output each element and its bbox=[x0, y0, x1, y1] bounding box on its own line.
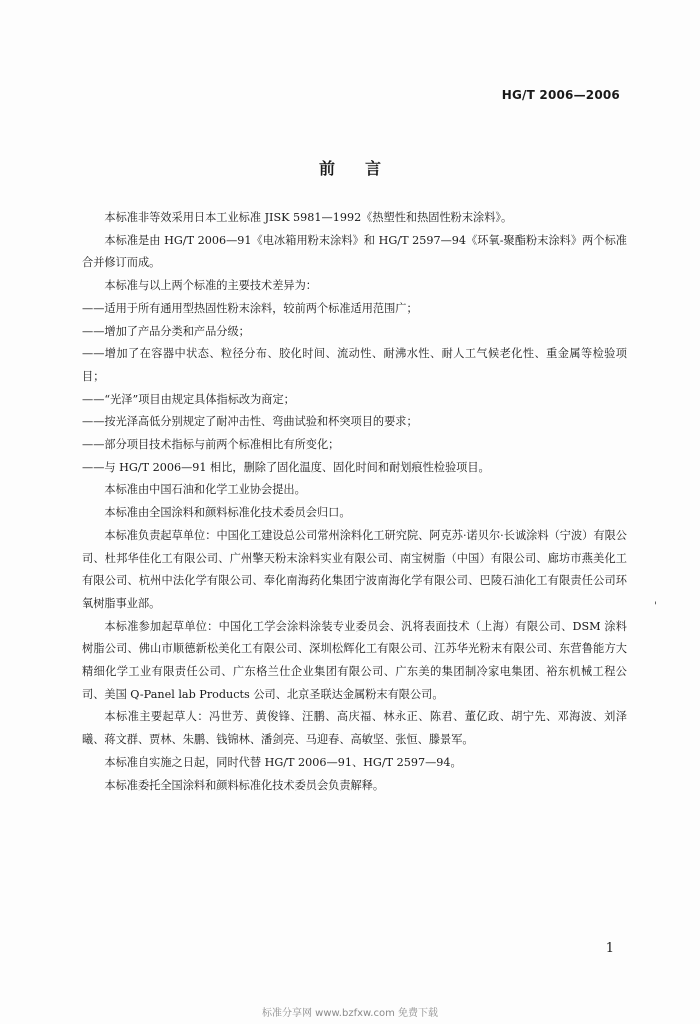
list-item: ——与 HG/T 2006—91 相比，删除了固化温度、固化时间和耐划痕性检验项目。 bbox=[82, 460, 490, 474]
paragraph: 本标准是由 HG/T 2006—91《电冰箱用粉末涂料》和 HG/T 2597—94《环氧-聚酯粉末涂料》两个标准合并修订而成。 bbox=[82, 233, 627, 270]
paragraph: 本标准非等效采用日本工业标准 JISK 5981—1992《热塑性和热固性粉末涂料》。 bbox=[104, 211, 513, 224]
list-item: ——适用于所有通用型热固性粉末涂料，较前两个标准适用范围广； bbox=[82, 301, 418, 315]
paragraph: 本标准主要起草人：冯世芳、黄俊锋、汪鹏、高庆福、林永正、陈君、董亿政、胡宁先、邓海波、刘泽曦、蒋文群、贾林、朱鹏、钱锦林、潘剑亮、马迎春、高敏坚、张恒、滕景军。 bbox=[82, 710, 627, 747]
list-item: ——增加了在容器中状态、粒径分布、胶化时间、流动性、耐沸水性、耐人工气候老化性、重金属等检验项目； bbox=[82, 347, 627, 383]
paragraph: 本标准由中国石油和化学工业协会提出。 bbox=[104, 483, 306, 497]
page-number: 1 bbox=[605, 941, 614, 956]
paragraph: 本标准参加起草单位：中国化工学会涂料涂装专业委员会、汎将表面技术（上海）有限公司、DSM 涂料树脂公司、佛山市顺德新松美化工有限公司、深圳松辉化工有限公司、江苏华光粉末有限公司、东营鲁能方大精细化学工业有限责任公司、广东格兰仕企业集团有限公司、广东美的集团制冷家电集团、裕东机械工程公司、美国 Q-Panel lab Products 公司、北京圣联达金属粉末有限公司。 bbox=[82, 619, 627, 701]
scan-mark: ' bbox=[654, 601, 657, 612]
foreword-body bbox=[82, 207, 627, 797]
paragraph: 本标准委托全国涂料和颜料标准化技术委员会负责解释。 bbox=[104, 778, 385, 792]
list-item: ——增加了产品分类和产品分级； bbox=[82, 324, 250, 338]
list-item: ——按光泽高低分别规定了耐冲击性、弯曲试验和杯突项目的要求； bbox=[82, 415, 418, 429]
list-item: ——部分项目技术指标与前两个标准相比有所变化； bbox=[82, 438, 340, 452]
paragraph: 本标准负责起草单位：中国化工建设总公司常州涂料化工研究院、阿克苏·诺贝尔·长诚涂料（宁波）有限公司、杜邦华佳化工有限公司、广州擎天粉末涂料实业有限公司、南宝树脂（中国）有限公司、廊坊市燕美化工有限公司、杭州中法化学有限公司、奉化南海药化集团宁波南海化学有限公司、巴陵石油化工有限责任公司环氧树脂事业部。 bbox=[82, 528, 627, 610]
watermark-footer: 标准分享网 www.bzfxw.com 免费下载 bbox=[262, 1008, 438, 1019]
page-title: 前言 bbox=[318, 159, 411, 178]
paragraph: 本标准自实施之日起，同时代替 HG/T 2006—91、HG/T 2597—94。 bbox=[104, 755, 462, 769]
list-item: ——“光泽”项目由规定具体指标改为商定； bbox=[82, 392, 295, 406]
paragraph: 本标准由全国涂料和颜料标准化技术委员会归口。 bbox=[104, 506, 351, 520]
paragraph: 本标准与以上两个标准的主要技术差异为： bbox=[104, 279, 317, 293]
standard-code: HG/T 2006—2006 bbox=[501, 88, 620, 102]
